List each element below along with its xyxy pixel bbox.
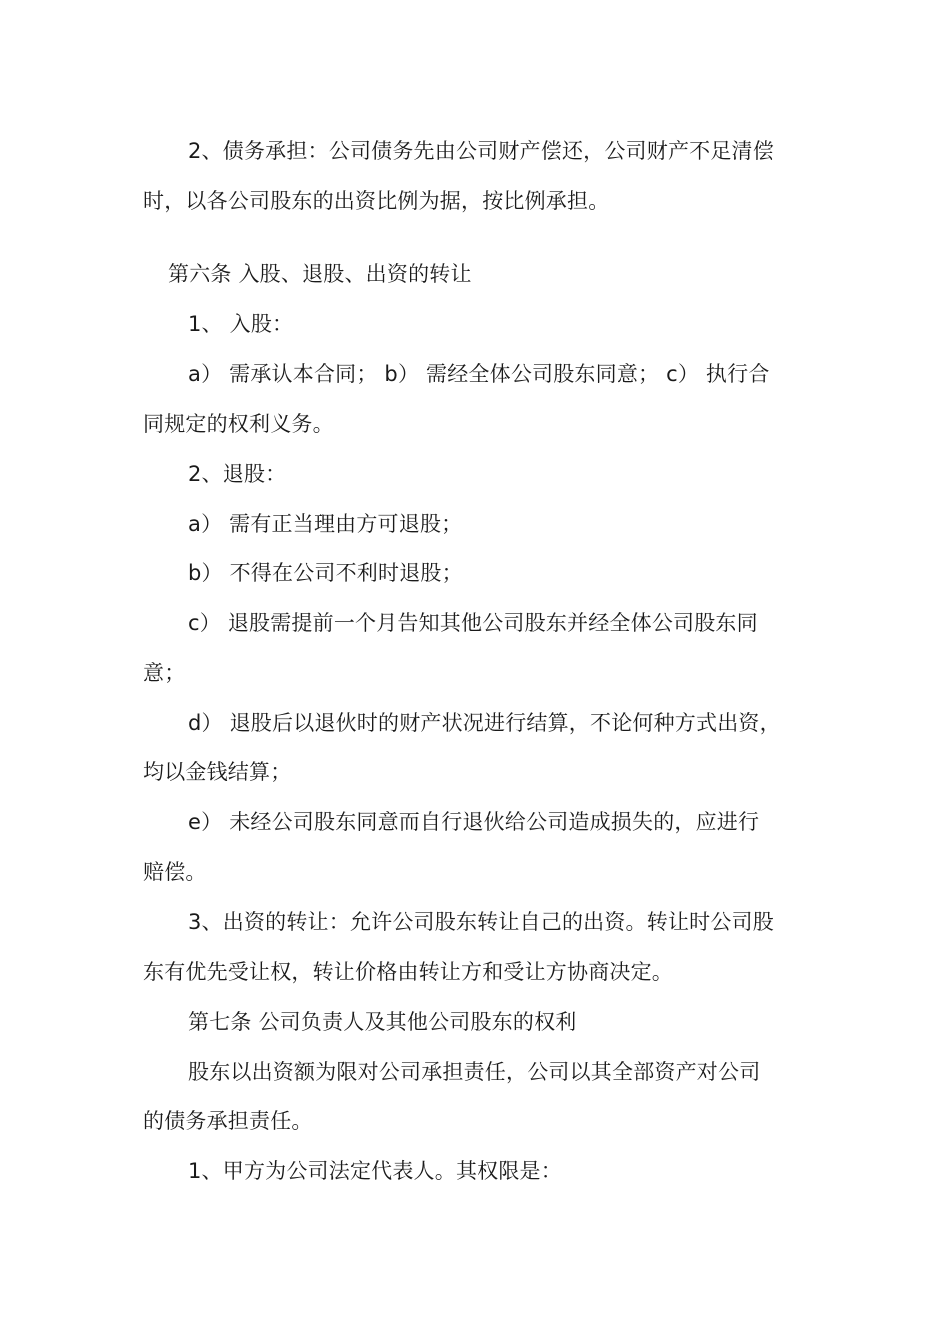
paragraph-line: 时，以各公司股东的出资比例为据，按比例承担。 — [143, 189, 610, 213]
paragraph-line: 股东以出资额为限对公司承担责任，公司以其全部资产对公司 — [188, 1060, 761, 1084]
paragraph-line: b） 不得在公司不利时退股； — [188, 561, 463, 585]
paragraph-line: 的债务承担责任。 — [143, 1109, 313, 1133]
paragraph-line: 均以金钱结算； — [143, 760, 292, 784]
paragraph-line: 2、债务承担：公司债务先由公司财产偿还，公司财产不足清偿 — [188, 139, 774, 163]
paragraph-line: e） 未经公司股东同意而自行退伙给公司造成损失的，应进行 — [188, 810, 760, 834]
paragraph-line: d） 退股后以退伙时的财产状况进行结算，不论何种方式出资， — [188, 711, 781, 735]
paragraph-line: 东有优先受让权，转让价格由转让方和受让方协商决定。 — [143, 960, 673, 984]
paragraph-line: a） 需承认本合同； b） 需经全体公司股东同意； c） 执行合 — [188, 362, 770, 386]
paragraph-line: 1、 入股： — [188, 312, 294, 336]
paragraph-line: a） 需有正当理由方可退股； — [188, 512, 463, 536]
paragraph-line: 2、退股： — [188, 462, 287, 486]
paragraph-line: 赔偿。 — [143, 860, 207, 884]
paragraph-line: 意； — [143, 661, 186, 685]
section-heading: 第六条 入股、退股、出资的转让 — [168, 262, 472, 286]
section-heading: 第七条 公司负责人及其他公司股东的权利 — [188, 1010, 577, 1034]
paragraph-line: 3、出资的转让：允许公司股东转让自己的出资。转让时公司股 — [188, 910, 774, 934]
paragraph-line: 1、甲方为公司法定代表人。其权限是： — [188, 1159, 562, 1183]
paragraph-line: 同规定的权利义务。 — [143, 412, 334, 436]
paragraph-line: c） 退股需提前一个月告知其他公司股东并经全体公司股东同 — [188, 611, 758, 635]
